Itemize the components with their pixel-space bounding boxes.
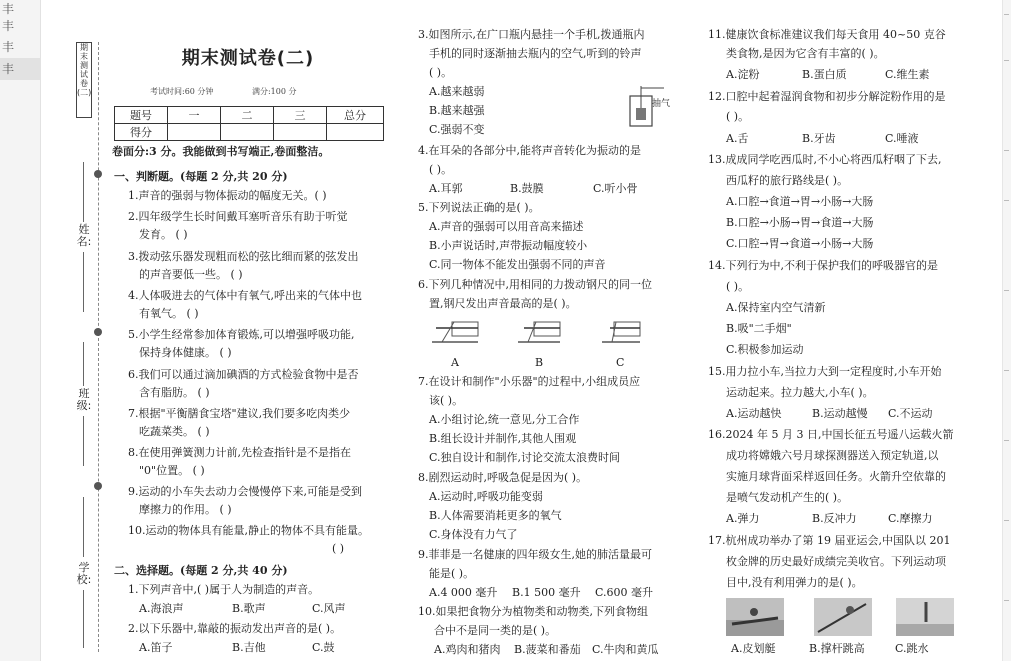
- choice-q5: 5.下列说法正确的是( )。: [418, 201, 540, 214]
- class-blank: [83, 416, 84, 466]
- scroll-tick: [1004, 370, 1009, 371]
- seal-stamp: 期末测试卷(二): [76, 42, 92, 118]
- choice-q5-opt-a: A.声音的强弱可以用音高来描述: [429, 220, 584, 233]
- choice-q3-opt-a: A.越来越弱: [429, 85, 485, 98]
- choice-q4-opt-b: B.鼓膜: [510, 182, 544, 195]
- choice-q12-opt-c: C.唾液: [885, 132, 919, 145]
- choice-q6: 6.下列几种情况中,用相同的力拨动钢尺的同一位: [418, 278, 652, 291]
- nav-item[interactable]: 丰: [2, 40, 15, 54]
- scroll-tick: [1004, 440, 1009, 441]
- exam-title: 期末测试卷(二): [181, 48, 315, 69]
- score-cell[interactable]: [327, 124, 384, 141]
- neatness-note: 卷面分:3 分。我能做到书写端正,卷面整洁。: [112, 145, 330, 158]
- choice-q3-cont: 手机的同时逐渐抽去瓶内的空气,听到的铃声: [429, 47, 642, 60]
- choice-q15: 15.用力拉小车,当拉力大到一定程度时,小车开始: [708, 365, 942, 378]
- judge-q7-cont: 吃蔬菜类。 ( ): [139, 425, 210, 438]
- school-blank: [83, 590, 84, 648]
- choice-q15-cont: 运动起来。拉力越大,小车( )。: [726, 386, 874, 399]
- choice-q3: 3.如图所示,在广口瓶内悬挂一个手机,拨通瓶内: [418, 28, 645, 41]
- choice-q16-cont2: 实施月球背面采样返回任务。火箭升空依靠的: [726, 470, 946, 483]
- scroll-tick: [1004, 290, 1009, 291]
- score-table-header-row: [115, 107, 384, 124]
- school-label: 学校:: [76, 561, 92, 586]
- scroll-tick: [1004, 14, 1009, 15]
- choice-q12-opt-a: A.舌: [726, 132, 749, 145]
- judge-q7: 7.根据"平衡膳食宝塔"建议,我们要多吃肉类少: [128, 407, 351, 420]
- choice-q15-opt-a: A.运动越快: [726, 407, 782, 420]
- name-blank: [83, 162, 84, 222]
- scroll-tick: [1004, 600, 1009, 601]
- name-label: 姓名:: [76, 223, 92, 248]
- ruler-figure-a: [432, 322, 478, 342]
- choice-q1-opt-a: A.海浪声: [139, 602, 184, 615]
- ruler-figure-c: [602, 322, 640, 342]
- ruler-label-c: C: [616, 356, 625, 369]
- choice-q9-opt-b: B.1 500 毫升: [512, 586, 581, 599]
- nav-item[interactable]: 丰: [2, 2, 15, 16]
- choice-q16-cont1: 成功将嫦娥六号月球探测器送入预定轨道,以: [726, 449, 939, 462]
- score-header: 二: [221, 107, 274, 124]
- choice-q2: 2.以下乐器中,靠敲的振动发出声音的是( )。: [128, 622, 342, 635]
- choice-q17-cont1: 枚金牌的历史最好成绩完美收官。下列运动项: [726, 555, 946, 568]
- choice-q7-opt-b: B.组长设计并制作,其他人围观: [429, 432, 577, 445]
- section1-heading: 一、判断题。(每题 2 分,共 20 分): [114, 170, 288, 183]
- choice-q17-opt-a: A.皮划艇: [731, 642, 776, 655]
- choice-q14-opt-a: A.保持室内空气清新: [726, 301, 826, 314]
- score-header: 题号: [115, 107, 168, 124]
- choice-q16-opt-b: B.反冲力: [812, 512, 857, 525]
- choice-q10-opt-c: C.牛肉和黄瓜: [592, 643, 659, 656]
- choice-q2-opt-a: A.笛子: [139, 641, 173, 654]
- score-cell[interactable]: [221, 124, 274, 141]
- choice-q3-blank: ( )。: [429, 66, 453, 79]
- choice-q14-opt-b: B.吸"二手烟": [726, 322, 792, 335]
- score-row-label: 得分: [115, 124, 168, 141]
- choice-q8-opt-a: A.运动时,呼吸功能变弱: [429, 490, 543, 503]
- score-header: 一: [168, 107, 221, 124]
- score-cell[interactable]: [274, 124, 327, 141]
- choice-q13-cont: 西瓜籽的旅行路线是( )。: [726, 174, 849, 187]
- choice-q10: 10.如果把食物分为植物类和动物类,下列食物组: [418, 605, 648, 618]
- choice-q16-opt-a: A.弹力: [726, 512, 760, 525]
- diving-photo: [896, 598, 954, 636]
- choice-q4-opt-a: A.耳郭: [429, 182, 463, 195]
- choice-q11-opt-a: A.淀粉: [726, 68, 760, 81]
- choice-q11: 11.健康饮食标准建议我们每天食用 40~50 克谷: [708, 28, 946, 41]
- kayak-photo: [726, 598, 784, 636]
- choice-q2-opt-b: B.吉他: [232, 641, 266, 654]
- full-score-label: 满分:100 分: [251, 87, 297, 96]
- judge-q2-cont: 发育。 ( ): [139, 228, 188, 241]
- choice-q7: 7.在设计和制作"小乐器"的过程中,小组成员应: [418, 375, 641, 388]
- class-blank: [83, 342, 84, 386]
- ruler-figure-b: [518, 322, 560, 342]
- pole-vault-photo: [814, 598, 872, 636]
- judge-q10-cont: ( ): [332, 542, 345, 555]
- judge-q9: 9.运动的小车失去动力会慢慢停下来,可能是受到: [128, 485, 362, 498]
- scroll-tick: [1004, 60, 1009, 61]
- binding-dashed-line: [98, 42, 99, 652]
- choice-q12-opt-b: B.牙齿: [802, 132, 836, 145]
- choice-q11-cont: 类食物,是因为它含有丰富的( )。: [726, 47, 885, 60]
- choice-q3-opt-c: C.强弱不变: [429, 123, 485, 136]
- judge-q3: 3.拨动弦乐器发现粗而松的弦比细而紧的弦发出: [128, 250, 359, 263]
- section2-heading: 二、选择题。(每题 2 分,共 40 分): [114, 564, 288, 577]
- ruler-figures: [432, 314, 656, 356]
- score-table: [114, 106, 384, 141]
- judge-q8: 8.在使用弹簧测力计前,先检查指针是不是指在: [128, 446, 351, 459]
- choice-q8: 8.剧烈运动时,呼吸急促是因为( )。: [418, 471, 588, 484]
- choice-q6-cont: 置,钢尺发出声音最高的是( )。: [429, 297, 577, 310]
- choice-q2-opt-c: C.鼓: [312, 641, 335, 654]
- judge-q2: 2.四年级学生长时间戴耳塞听音乐有助于听觉: [128, 210, 348, 223]
- choice-q11-opt-c: C.维生素: [885, 68, 930, 81]
- choice-q10-opt-a: A.鸡肉和猪肉: [434, 643, 501, 656]
- judge-q10: 10.运动的物体具有能量,静止的物体不具有能量。: [128, 524, 369, 537]
- choice-q4: 4.在耳朵的各部分中,能将声音转化为振动的是: [418, 144, 641, 157]
- judge-q3-cont: 的声音要低一些。 ( ): [139, 268, 243, 281]
- judge-q1: 1.声音的强弱与物体振动的幅度无关。( ): [128, 189, 327, 202]
- judge-q6: 6.我们可以通过滴加碘酒的方式检验食物中是否: [128, 368, 359, 381]
- choice-q5-opt-c: C.同一物体不能发出强弱不同的声音: [429, 258, 606, 271]
- choice-q16-opt-c: C.摩擦力: [888, 512, 933, 525]
- scroll-tick: [1004, 150, 1009, 151]
- choice-q16: 16.2024 年 5 月 3 日,中国长征五号遥八运载火箭: [708, 428, 954, 441]
- exam-meta: [150, 86, 332, 97]
- nav-item-selected[interactable]: 丰: [0, 58, 40, 80]
- school-blank: [83, 497, 84, 557]
- score-header: 三: [274, 107, 327, 124]
- choice-q1-opt-b: B.歌声: [232, 602, 266, 615]
- choice-q14-blank: ( )。: [726, 280, 750, 293]
- choice-q13-opt-c: C.口腔→胃→食道→小肠→大肠: [726, 237, 874, 250]
- scroll-tick: [1004, 200, 1009, 201]
- class-label: 班级:: [76, 387, 92, 412]
- choice-q7-opt-a: A.小组讨论,统一意见,分工合作: [429, 413, 580, 426]
- judge-q9-cont: 摩擦力的作用。 ( ): [139, 503, 232, 516]
- choice-q4-opt-c: C.听小骨: [593, 182, 638, 195]
- pump-label: 抽气: [652, 99, 671, 109]
- thumbnail-panel: [0, 0, 41, 661]
- choice-q16-cont3: 是喷气发动机产生的( )。: [726, 491, 849, 504]
- judge-q6-cont: 含有脂肪。 ( ): [139, 386, 210, 399]
- choice-q11-opt-b: B.蛋白质: [802, 68, 847, 81]
- score-cell[interactable]: [168, 124, 221, 141]
- choice-q13-opt-b: B.口腔→小肠→胃→食道→大肠: [726, 216, 874, 229]
- choice-q7-cont: 该( )。: [429, 394, 464, 407]
- choice-q13-opt-a: A.口腔→食道→胃→小肠→大肠: [726, 195, 874, 208]
- choice-q1: 1.下列声音中,( )属于人为制造的声音。: [128, 583, 320, 596]
- binding-hole: [94, 328, 102, 336]
- scroll-tick: [1004, 520, 1009, 521]
- choice-q13: 13.成成同学吃西瓜时,不小心将西瓜籽咽了下去,: [708, 153, 942, 166]
- choice-q3-opt-b: B.越来越强: [429, 104, 485, 117]
- choice-q9-opt-c: C.600 毫升: [595, 586, 654, 599]
- choice-q15-opt-b: B.运动越慢: [812, 407, 868, 420]
- binding-margin: [76, 42, 106, 652]
- vertical-scrollbar[interactable]: [1002, 0, 1011, 661]
- choice-q15-opt-c: C.不运动: [888, 407, 933, 420]
- phone-shape: [636, 108, 646, 120]
- judge-q5-cont: 保持身体健康。 ( ): [139, 346, 232, 359]
- score-table-row: [115, 124, 384, 141]
- choice-q7-opt-c: C.独自设计和制作,讨论交流太浪费时间: [429, 451, 621, 464]
- judge-q4: 4.人体吸进去的气体中有氧气,呼出来的气体中也: [128, 289, 362, 302]
- choice-q17: 17.杭州成功举办了第 19 届亚运会,中国队以 201: [708, 534, 951, 547]
- choice-q9: 9.菲菲是一名健康的四年级女生,她的肺活量最可: [418, 548, 652, 561]
- choice-q12: 12.口腔中起着湿润食物和初步分解淀粉作用的是: [708, 90, 946, 103]
- choice-q10-cont: 合中不是同一类的是( )。: [434, 624, 557, 637]
- choice-q8-opt-c: C.身体没有力气了: [429, 528, 518, 541]
- choice-q12-blank: ( )。: [726, 110, 750, 123]
- choice-q10-opt-b: B.菠菜和番茄: [514, 643, 581, 656]
- ruler-label-b: B: [535, 356, 544, 369]
- judge-q4-cont: 有氧气。 ( ): [139, 307, 199, 320]
- choice-q1-opt-c: C.风声: [312, 602, 346, 615]
- judge-q8-cont: "0"位置。 ( ): [139, 464, 205, 477]
- ruler-label-a: A: [451, 356, 459, 369]
- time-label: 考试时间:60 分钟: [150, 87, 214, 96]
- choice-q14: 14.下列行为中,不利于保护我们的呼吸器官的是: [708, 259, 938, 272]
- choice-q9-cont: 能是( )。: [429, 567, 475, 580]
- binding-hole: [94, 170, 102, 178]
- name-blank: [83, 252, 84, 312]
- binding-hole: [94, 482, 102, 490]
- choice-q17-opt-c: C.跳水: [895, 642, 929, 655]
- choice-q17-opt-b: B.撑杆跳高: [809, 642, 865, 655]
- nav-item[interactable]: 丰: [2, 19, 15, 33]
- choice-q9-opt-a: A.4 000 毫升: [429, 586, 498, 599]
- choice-q4-blank: ( )。: [429, 163, 453, 176]
- choice-q8-opt-b: B.人体需要消耗更多的氧气: [429, 509, 562, 522]
- choice-q5-opt-b: B.小声说话时,声带振动幅度较小: [429, 239, 588, 252]
- choice-q14-opt-c: C.积极参加运动: [726, 343, 804, 356]
- choice-q17-cont2: 目中,没有利用弹力的是( )。: [726, 576, 863, 589]
- judge-q5: 5.小学生经常参加体育锻炼,可以增强呼吸功能,: [128, 328, 355, 341]
- score-header: 总分: [327, 107, 384, 124]
- sport-photos: [726, 598, 956, 638]
